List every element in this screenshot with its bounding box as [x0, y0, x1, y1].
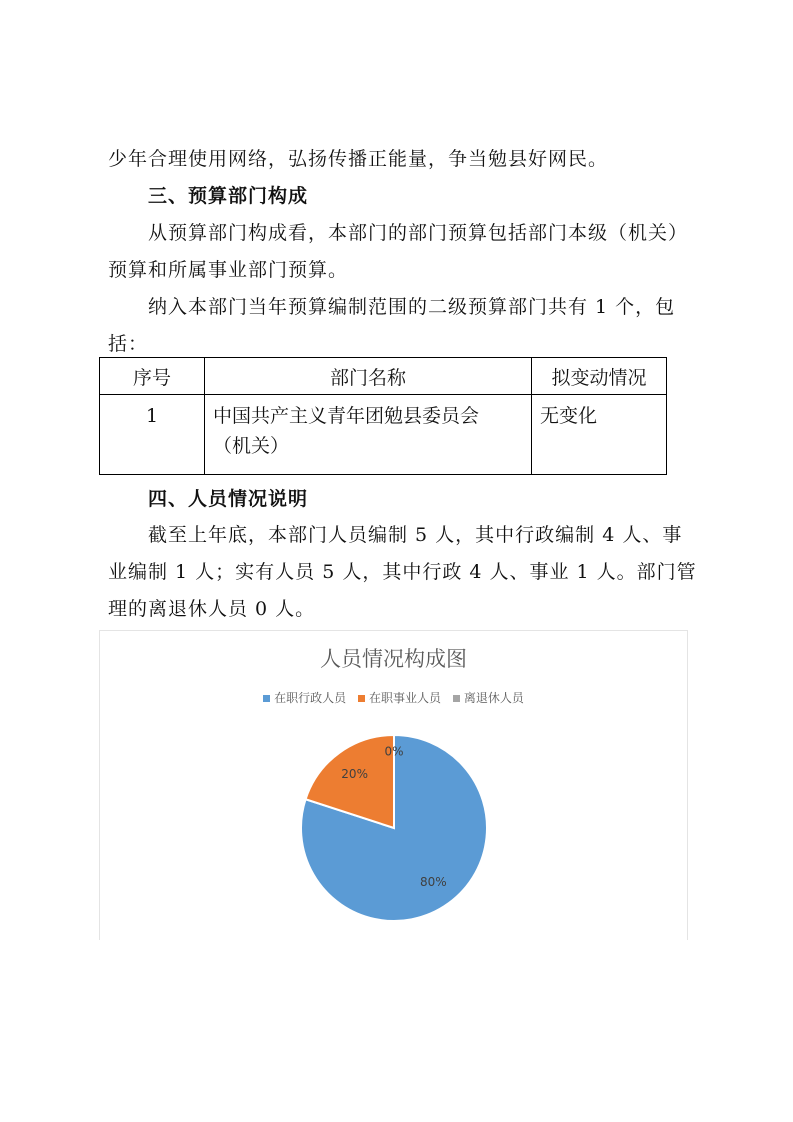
paragraph-text: 括： — [108, 333, 149, 355]
paragraph-text: 纳入本部门当年预算编制范围的二级预算部门共有 1 个，包 — [148, 296, 676, 318]
table-header: 部门名称 — [205, 358, 532, 395]
chart-title: 人员情况构成图 — [320, 647, 467, 671]
pie-data-label: 20% — [341, 766, 368, 781]
department-table — [99, 357, 667, 475]
dept-name-line: （机关） — [213, 435, 290, 457]
dept-name-line: 中国共产主义青年团勉县委员会 — [213, 405, 480, 427]
section-heading-4: 四、人员情况说明 — [148, 488, 309, 510]
table-header: 序号 — [100, 358, 205, 395]
table-header: 拟变动情况 — [532, 358, 667, 395]
paragraph-text: 截至上年底，本部门人员编制 5 人，其中行政编制 4 人、事 — [148, 524, 683, 546]
pie-data-label: 0% — [384, 744, 404, 759]
paragraph-text: 理的离退休人员 0 人。 — [108, 598, 316, 620]
pie-plot — [100, 631, 689, 941]
paragraph-text: 预算和所属事业部门预算。 — [108, 259, 349, 281]
legend-label: 在职事业人员 — [368, 691, 441, 705]
section-heading-3: 三、预算部门构成 — [148, 185, 309, 207]
table-row — [100, 395, 667, 475]
pie-data-label: 80% — [420, 875, 447, 890]
table-header-row — [100, 358, 667, 395]
table-cell-index: 1 — [100, 395, 205, 475]
legend-label: 离退休人员 — [463, 691, 524, 705]
legend-label: 在职行政人员 — [274, 691, 347, 705]
pie-chart — [99, 630, 688, 940]
table-cell-name — [205, 395, 532, 475]
paragraph-text: 少年合理使用网络，弘扬传播正能量，争当勉县好网民。 — [108, 148, 609, 170]
paragraph-text: 从预算部门构成看，本部门的部门预算包括部门本级（机关） — [148, 222, 689, 244]
table-cell-change: 无变化 — [532, 395, 667, 475]
paragraph-text: 业编制 1 人；实有人员 5 人，其中行政 4 人、事业 1 人。部门管 — [108, 561, 697, 583]
